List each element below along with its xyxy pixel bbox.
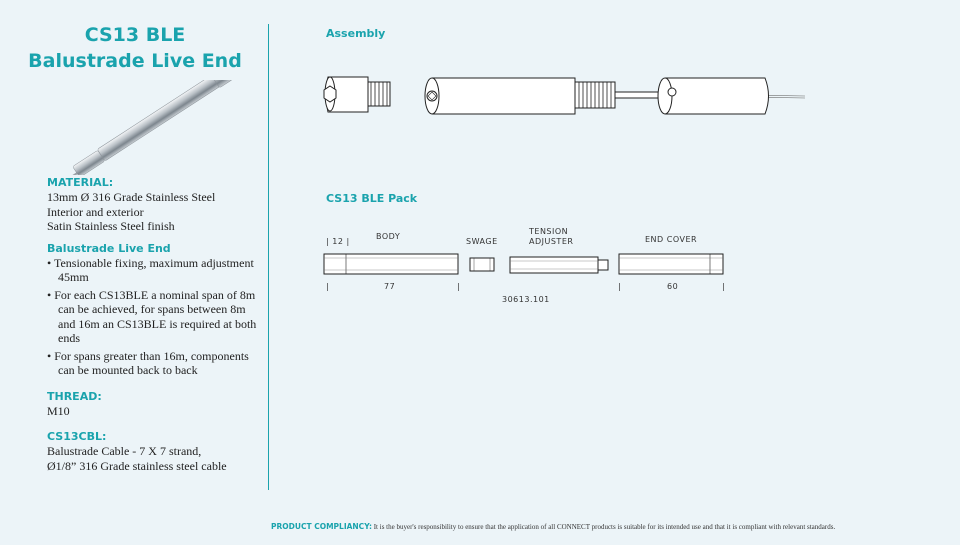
- dimension-60: 60: [667, 282, 679, 291]
- title-line-2: Balustrade Live End: [28, 50, 242, 72]
- footer-label: PRODUCT COMPLIANCY:: [271, 522, 372, 531]
- thread-heading: THREAD:: [47, 389, 102, 403]
- title-line-1: CS13 BLE: [84, 24, 186, 46]
- pack-drawing: [322, 252, 732, 282]
- label-end-cover: END COVER: [645, 235, 698, 244]
- material-line-3: Satin Stainless Steel finish: [47, 219, 175, 233]
- dimension-60-bracket: |: [618, 282, 622, 291]
- part-number: 30613.101: [502, 295, 550, 304]
- live-end-heading: Balustrade Live End: [47, 241, 171, 255]
- pack-heading: CS13 BLE Pack: [326, 192, 418, 205]
- bullet-item: • Tensionable fixing, maximum adjustment 45mm: [47, 256, 262, 285]
- dimension-60-bracket-end: |: [722, 282, 726, 291]
- label-tension: TENSION: [529, 227, 569, 236]
- assembly-drawing: [320, 62, 810, 132]
- cable-heading: CS13CBL:: [47, 430, 107, 443]
- live-end-bullets: [47, 256, 262, 378]
- bullet-item: • For spans greater than 16m, components can be mounted back to back: [47, 349, 262, 378]
- footer: [271, 522, 835, 531]
- dimension-77-bracket-end: |: [457, 282, 461, 291]
- label-body: BODY: [376, 232, 401, 241]
- dimension-12: 12: [332, 237, 344, 246]
- label-tension-adjuster: [529, 227, 573, 247]
- dimension-77-bracket: |: [326, 282, 330, 291]
- page-title: [20, 22, 250, 74]
- label-swage: SWAGE: [466, 237, 498, 246]
- material-heading: MATERIAL:: [47, 176, 114, 189]
- assembly-heading: Assembly: [326, 27, 386, 40]
- footer-text: It is the buyer's responsibility to ensure that the application of all CONNECT products is suitable for its intended use and that it is compliant with relevant standards.: [373, 523, 836, 531]
- dimension-12-bracket: | 12 |: [326, 237, 350, 246]
- column-divider: [268, 24, 269, 490]
- cable-line-1: Balustrade Cable - 7 X 7 strand,: [47, 444, 202, 458]
- product-photo: [33, 80, 248, 175]
- label-adjuster: ADJUSTER: [529, 237, 574, 246]
- thread-value: M10: [47, 403, 70, 418]
- material-line-2: Interior and exterior: [47, 204, 144, 219]
- material-line-1: 13mm Ø 316 Grade Stainless Steel: [47, 190, 216, 204]
- dimension-77: 77: [384, 282, 396, 291]
- cable-line-2: Ø1/8” 316 Grade stainless steel cable: [47, 458, 227, 473]
- specifications: [47, 176, 262, 473]
- bullet-item: • For each CS13BLE a nominal span of 8m can be achieved, for spans between 8m and 16m an CS13BLE is required at both ends: [47, 288, 262, 346]
